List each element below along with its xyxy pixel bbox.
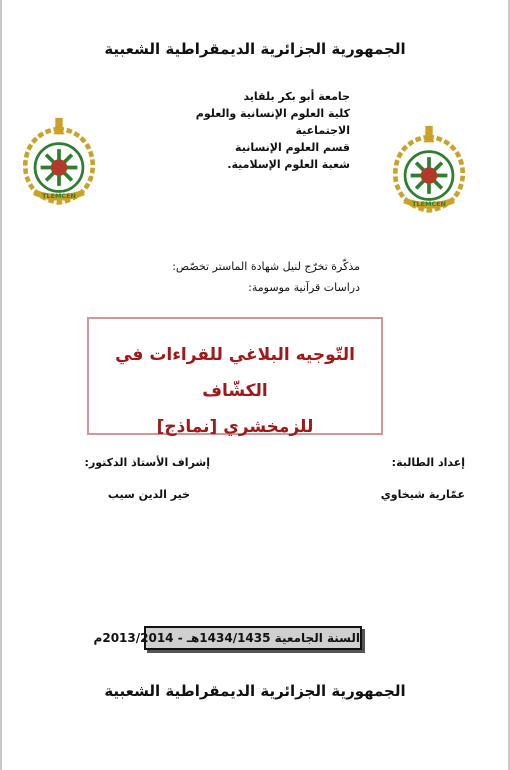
memo-line-specialty: دراسات قرآنية موسومة: [248, 281, 360, 294]
emblem-text-right: TLEMCEN [412, 199, 446, 208]
university-block [150, 88, 350, 173]
memo-description [150, 256, 360, 298]
supervisor-label: إشراف الأستاذ الدكتور: [84, 456, 210, 469]
supervisor-name: خير الدين سيب [107, 488, 190, 501]
university-name: جامعة أبو بكر بلقايد [243, 90, 350, 103]
republic-footer: الجمهورية الجزائرية الديمقراطية الشعبية [104, 682, 406, 700]
thesis-title-box [87, 317, 383, 435]
department-name: قسم العلوم الإنسانية [235, 141, 350, 154]
emblem-text-left: TLEMCEN [42, 191, 76, 200]
thesis-title-line1: التّوجيه البلاغي للقراءات في الكشّاف [115, 345, 355, 401]
academic-year-box: السنة الجامعية 1434/1435هـ - 2013/2014م [144, 626, 362, 650]
republic-header: الجمهورية الجزائرية الديمقراطية الشعبية [104, 40, 406, 58]
faculty-name: كلية العلوم الإنسانية والعلوم الاجتماعية [195, 107, 350, 137]
branch-name: شعبة العلوم الإسلامية. [227, 158, 350, 171]
student-label: إعداد الطالبة: [391, 456, 465, 469]
university-emblem-right [383, 124, 475, 216]
memo-line-degree: مذكّرة تخرّج لنيل شهادة الماستر تخصّص: [172, 260, 360, 273]
student-name: عمّارية شيخاوي [380, 488, 465, 501]
university-emblem-left [13, 116, 105, 208]
thesis-title-line2: للزمخشري [نماذج] [156, 417, 314, 437]
